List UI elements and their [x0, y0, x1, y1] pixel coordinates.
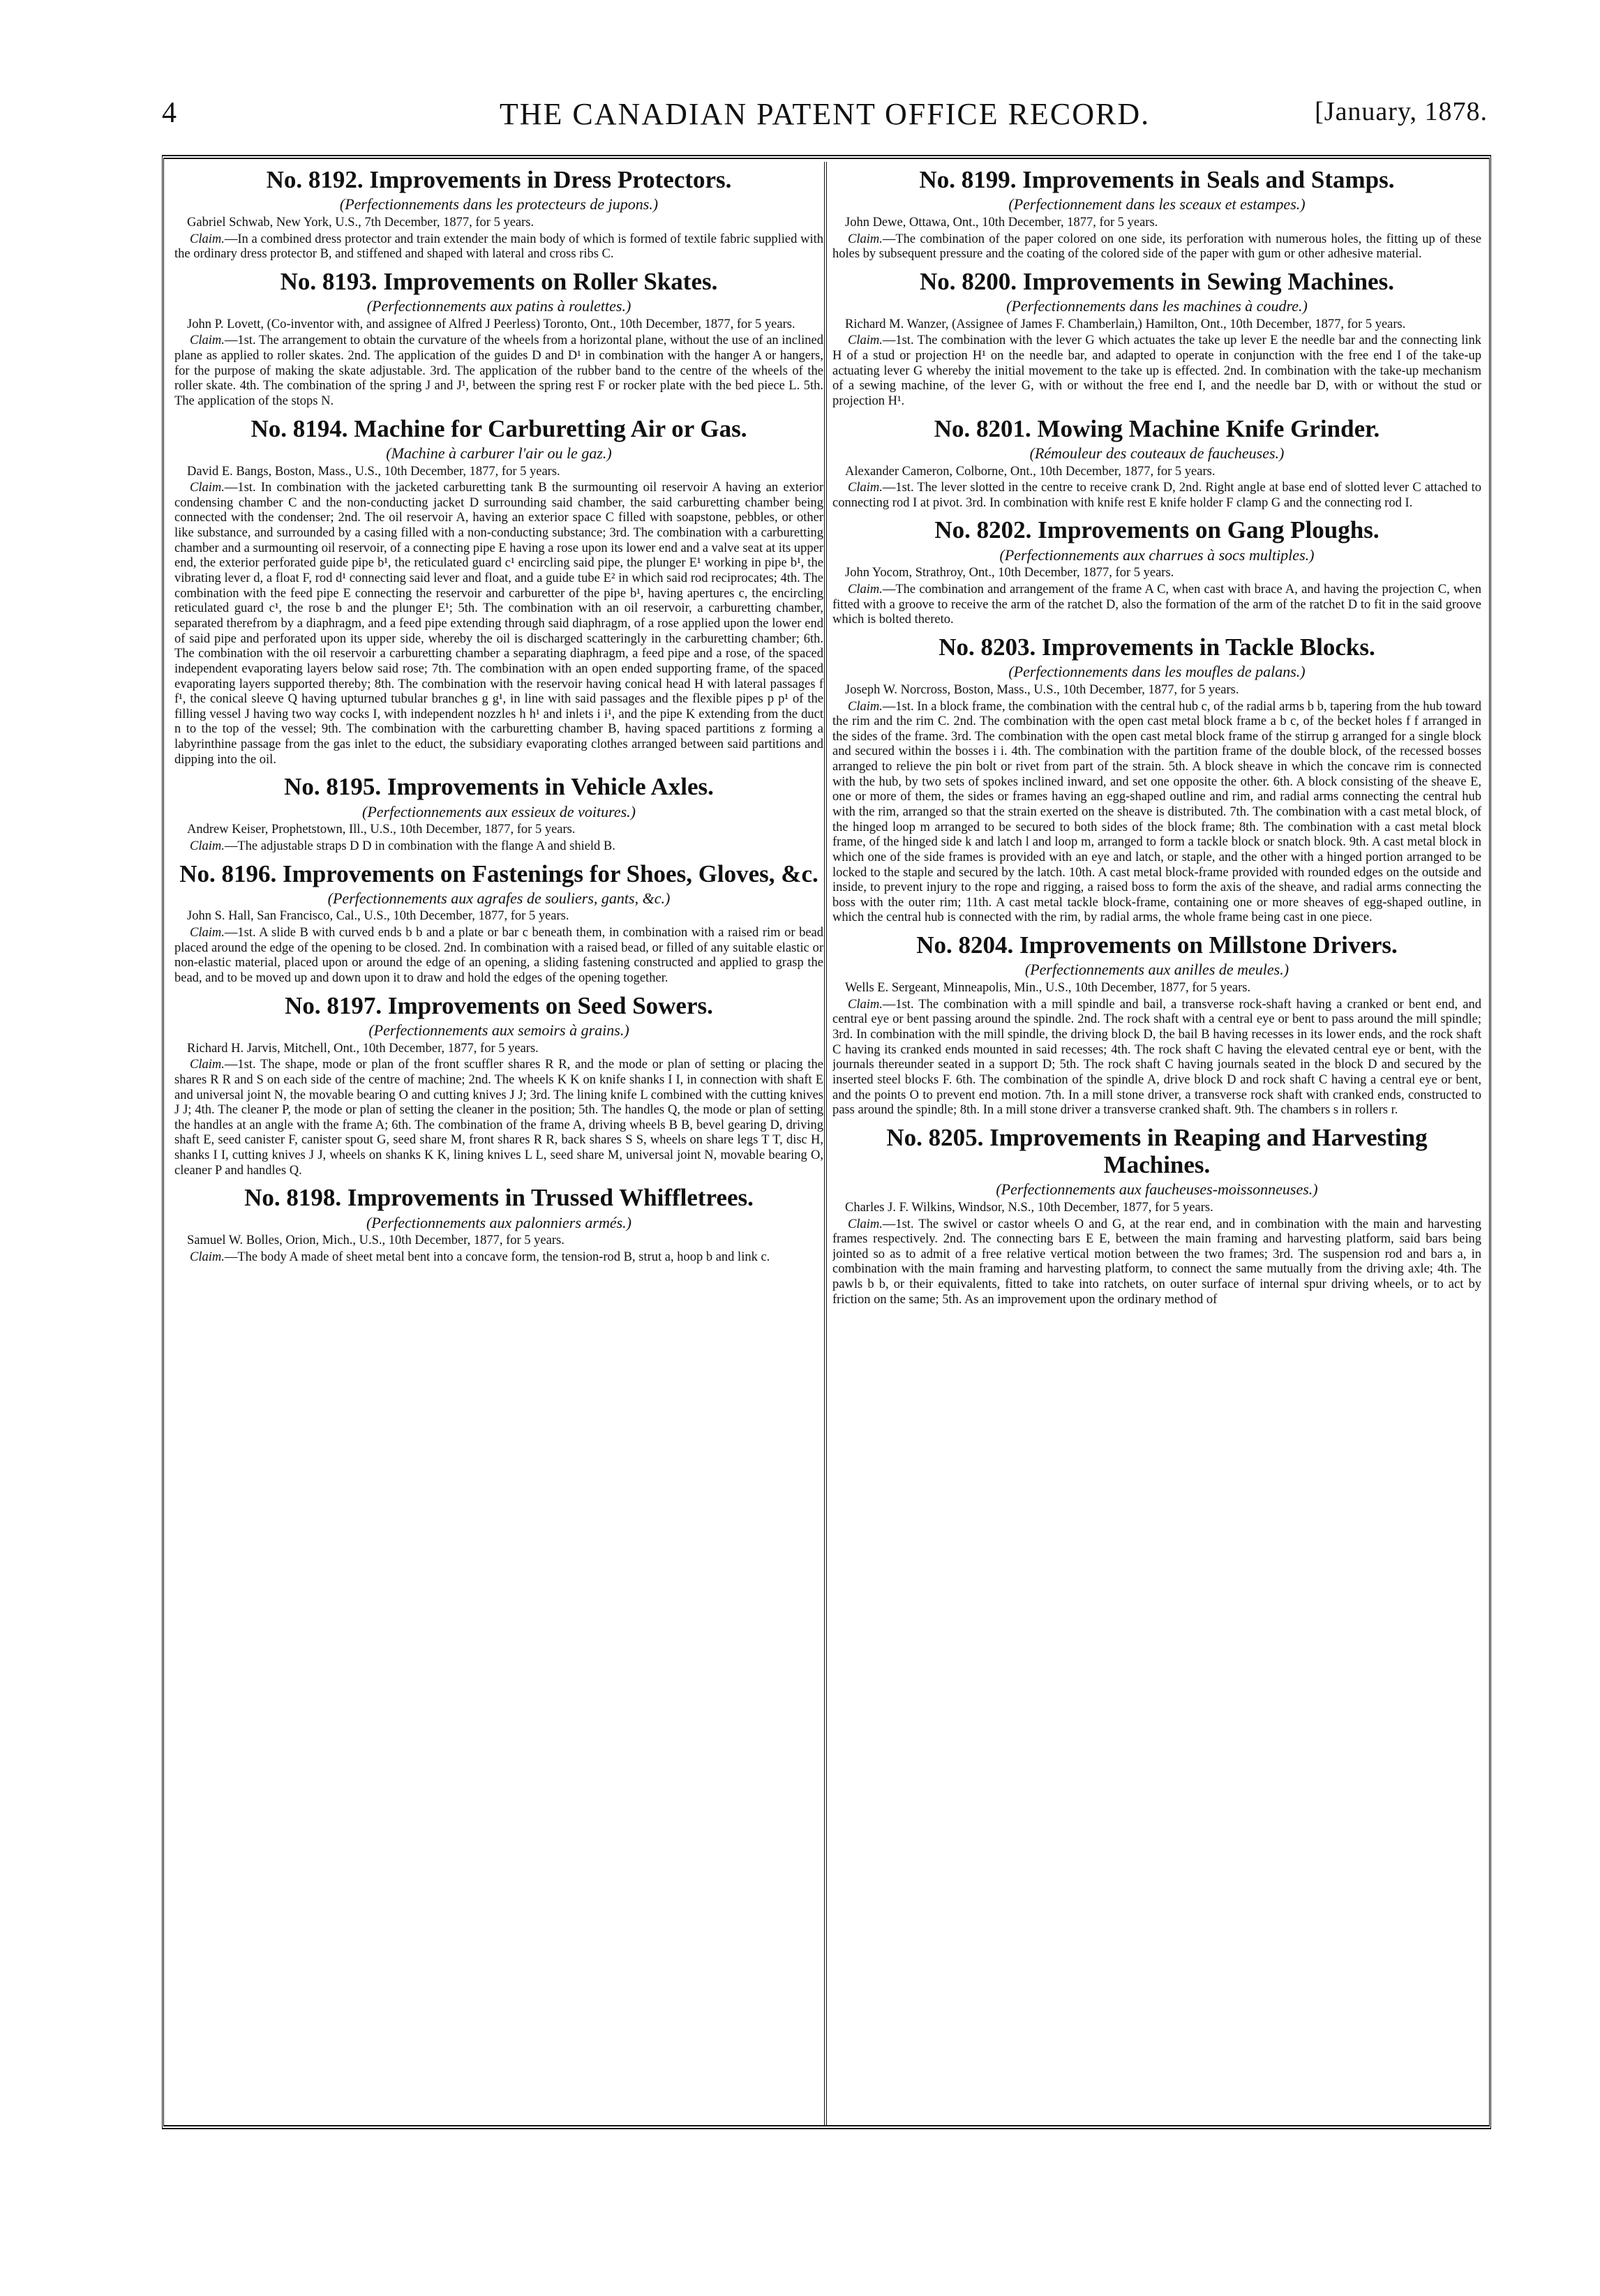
- french-title: (Perfectionnements aux semoirs à grains.): [368, 1021, 629, 1039]
- inventor-line: Richard H. Jarvis, Mitchell, Ont., 10th December, 1877, for 5 years.: [187, 1041, 539, 1056]
- claim-text: [174, 232, 823, 262]
- french-title: (Perfectionnements aux faucheuses-moissonneuses.): [996, 1180, 1318, 1199]
- claim-text: [832, 333, 1481, 409]
- claim-body: —1st. A slide B with curved ends b b and a plate or bar c beneath them, in combination with a raised rim or bead placed around the edge of the opening to be closed. 2nd. In combination with a raised bead, or filled of any suitable elastic or non-elastic material, placed upon or around the edge of an opening, a sliding fastening constructed and applied to grasp the bead, and to be moved up and down upon it to draw and hold the edges of the opening together.: [174, 926, 823, 986]
- claim-text: [832, 1217, 1481, 1308]
- patent-heading: No. 8192. Improvements in Dress Protectors.: [266, 166, 732, 193]
- french-title: (Perfectionnements aux palonniers armés.): [366, 1213, 632, 1231]
- french-title: (Perfectionnements aux patins à roulettes.): [366, 297, 631, 315]
- patent-entry: [174, 1184, 823, 1265]
- claim-label: Claim.: [190, 839, 225, 853]
- french-title: (Perfectionnements aux essieux de voitures.): [362, 802, 636, 820]
- french-title: (Perfectionnements aux anilles de meules.): [1024, 961, 1289, 979]
- right-column: [832, 162, 1481, 2122]
- running-head: [162, 96, 1488, 138]
- claim-body: —The adjustable straps D D in combination with the flange A and shield B.: [224, 839, 615, 853]
- inventor-line: John Dewe, Ottawa, Ont., 10th December, 1877, for 5 years.: [845, 215, 1158, 230]
- inventor-line: John S. Hall, San Francisco, Cal., U.S., 10th December, 1877, for 5 years.: [187, 909, 569, 924]
- inventor-line: Samuel W. Bolles, Orion, Mich., U.S., 10th December, 1877, for 5 years.: [187, 1233, 565, 1248]
- claim-text: [832, 700, 1481, 926]
- claim-text: [174, 1250, 823, 1266]
- claim-text: [832, 232, 1481, 262]
- claim-body: —1st. The combination with a mill spindle and bail, a transverse rock-shaft having a cranked or bent end, and central eye or bent passing around the spindle. 2nd. The rock shaft with a central eye or bent to pass around the mill spindle; 3rd. In combination with the mill spindle, the driving block D, the bail B having recesses in its lower ends, and the rock shaft C having its cranked ends mounted in said recesses; 4th. The rock shaft C having the elevated central eye or bent, with the journals thereunder seated in a support D; 5th. The rock shaft C having journals seated in the block D and secured by the inserted steel blocks F. 6th. The combination of the spindle A, drive block D and rock shaft C having a central eye or bent, and the points O to prevent end motion. 7th. In a mill stone driver, a transverse rock shaft with cranked ends, constructed to pass around the spindle; 8th. In a mill stone driver a transverse cranked shaft. 9th. The chambers s in rollers r.: [832, 997, 1481, 1118]
- claim-label: Claim.: [190, 333, 225, 348]
- french-title: (Perfectionnements aux agrafes de souliers, gants, &c.): [327, 889, 671, 907]
- claim-label: Claim.: [848, 699, 883, 714]
- patent-entry: [174, 166, 823, 262]
- french-title: (Perfectionnements dans les machines à coudre.): [1006, 297, 1308, 315]
- inventor-line: Charles J. F. Wilkins, Windsor, N.S., 10th December, 1877, for 5 years.: [845, 1200, 1213, 1215]
- claim-label: Claim.: [848, 232, 883, 246]
- claim-label: Claim.: [848, 997, 883, 1012]
- patent-heading: No. 8198. Improvements in Trussed Whiffletrees.: [244, 1184, 754, 1212]
- patent-heading: No. 8197. Improvements on Seed Sowers.: [285, 991, 713, 1019]
- claim-body: —1st. The combination with the lever G which actuates the take up lever E the needle bar and the connecting link H of a stud or projection H¹ on the needle bar, and adapted to operate in conjunction with the free end I of the take-up actuating lever G whereby the initial movement to the take up is effected. 2nd. In combination with the take-up mechanism of a sewing machine, of the lever G, with or without the free end I, and the needle bar D, with or without the stud or projection H¹.: [832, 333, 1481, 408]
- inventor-line: Wells E. Sergeant, Minneapolis, Min., U.S., 10th December, 1877, for 5 years.: [845, 981, 1251, 996]
- claim-body: —In a combined dress protector and train extender the main body of which is formed of textile fabric supplied with the ordinary dress protector B, and stiffened and shaped with lateral and cross ribs C.: [174, 232, 823, 262]
- french-title: (Machine à carburer l'air ou le gaz.): [386, 444, 612, 462]
- claim-text: [174, 333, 823, 409]
- claim-label: Claim.: [190, 1058, 225, 1072]
- patent-heading: No. 8196. Improvements on Fastenings for Shoes, Gloves, &c.: [179, 860, 818, 887]
- patent-entry: [832, 931, 1481, 1118]
- claim-body: —1st. The shape, mode or plan of the front scuffler shares R R, and the mode or plan of setting or placing the shares R R and S on each side of the centre of machine; 2nd. The wheels K K on knife shanks I I, in connection with shaft E and universal joint N, the movable bearing O and cutting knives J J; 3rd. The lining knife L combined with the cutting knives J J; 4th. The cleaner P, the mode or plan of setting the cleaner in the position; 5th. The handles Q, the mode or plan of setting the handles at an angle with the frame A; 6th. The combination of the frame A, driving wheels B B, bevel gearing D, driving shaft E, seed canister F, canister spout G, seed share M, front shares R R, back shares S S, wheels on share legs T T, disc H, shanks I I, cutting knives J J, wheels on shanks K K, lining knives L L, seed share M, universal joint N, movable bearing O, cleaner P and handles Q.: [174, 1058, 823, 1178]
- claim-label: Claim.: [190, 926, 225, 940]
- patent-heading: No. 8205. Improvements in Reaping and Harvesting Machines.: [886, 1123, 1428, 1178]
- french-title: (Rémouleur des couteaux de faucheuses.): [1029, 444, 1285, 462]
- inventor-line: John P. Lovett, (Co-inventor with, and assignee of Alfred J Peerless) Toronto, Ont., 10th December, 1877, for 5 years.: [187, 317, 795, 331]
- claim-label: Claim.: [848, 583, 883, 597]
- french-title: (Perfectionnements dans les moufles de palans.): [1008, 663, 1306, 681]
- claim-label: Claim.: [190, 232, 225, 246]
- french-title: (Perfectionnements aux charrues à socs multiples.): [999, 546, 1315, 564]
- claim-text: [174, 1058, 823, 1178]
- french-title: (Perfectionnements dans les protecteurs de jupons.): [339, 195, 659, 213]
- claim-text: [174, 481, 823, 767]
- claim-body: —The body A made of sheet metal bent into a concave form, the tension-rod B, strut a, hoop b and link c.: [224, 1250, 770, 1264]
- inventor-line: Richard M. Wanzer, (Assignee of James F. Chamberlain,) Hamilton, Ont., 10th December, 1877, for 5 years.: [845, 317, 1406, 331]
- french-title: (Perfectionnement dans les sceaux et estampes.): [1008, 195, 1306, 213]
- patent-heading: No. 8202. Improvements on Gang Ploughs.: [934, 516, 1380, 544]
- claim-text: [832, 998, 1481, 1118]
- patent-entry: [832, 633, 1481, 926]
- claim-label: Claim.: [848, 481, 883, 495]
- patent-heading: No. 8200. Improvements in Sewing Machines.: [920, 267, 1394, 295]
- patent-heading: No. 8195. Improvements in Vehicle Axles.: [284, 773, 714, 801]
- patent-entry: [832, 268, 1481, 410]
- column-divider: [824, 162, 827, 2126]
- patent-entry: [174, 992, 823, 1179]
- patent-entry: [174, 415, 823, 768]
- inventor-line: Andrew Keiser, Prophetstown, Ill., U.S., 10th December, 1877, for 5 years.: [187, 823, 576, 837]
- patent-entry: [174, 773, 823, 854]
- claim-body: —1st. The arrangement to obtain the curvature of the wheels from a horizontal plane, without the use of an inclined plane as applied to roller skates. 2nd. The application of the guides D and D¹ in combination with the hanger A or hangers, for the purpose of making the skate adjustable. 3rd. The application of the rubber band to the centre of the wheels of the roller skate. 4th. The combination of the spring J and J¹, between the spring rest F or rocker plate with the bed piece L. 5th. The application of the stops N.: [174, 333, 823, 408]
- claim-body: —1st. In a block frame, the combination with the central hub c, of the radial arms b b, tapering from the hub toward the rim and the rim C. 2nd. The combination with the open cast metal block frame a b c, of the becket holes f f arranged in the sides of the frame. 3rd. The combination with the open cast metal block frame of the stirrup g arranged for a single block and secured within the bosses i i. 4th. The combination with the partition frame of the double block, of the recessed bosses arranged to relieve the pin bolt or rivet from part of the strain. 5th. A block sheave in which the concave rim is connected with the hub, by two sets of spokes inclined inward, and set one opposite the other. 6th. A block consisting of the sheave E, one or more of them, the sides or frames having an egg-shaped outline and rim, and radial arms connecting the central hub with the rim, arranged so that the strain exerted on the sheave is distributed. 7th. The combination with a cast metal block, of the hinged loop m arranged to be secured to both sides of the block frame; 8th. The combination with a cast metal block frame, of the hinged side k and latch l and loop m, arranged to form a tackle block or snatch block. 9th. A cast metal block in which one of the side frames is provided with an eye and latch, or staple, and the other with a hinged portion arranged to be locked to the staple and secured by the latch. 10th. A cast metal block-frame provided with rounded edges on the outside and inside, to prevent injury to the rope and rigging, a raised boss to form the axis of the sheave, and radial arms connecting the boss with the outer rim; 11th. A cast metal tackle block-frame, containing one or more sheaves of egg-shaped outline, in which the central hub is connected with the rim, by radial arms, the whole frame being cast in one piece.: [832, 699, 1481, 925]
- left-column: [174, 162, 823, 2122]
- claim-body: —1st. The lever slotted in the centre to receive crank D, 2nd. Right angle at base end of slotted lever C attached to connecting rod I at pivot. 3rd. In combination with knife rest E knife holder F clamp G and the connecting rod I.: [832, 481, 1481, 510]
- inventor-line: John Yocom, Strathroy, Ont., 10th December, 1877, for 5 years.: [845, 566, 1174, 580]
- inventor-line: Joseph W. Norcross, Boston, Mass., U.S., 10th December, 1877, for 5 years.: [845, 682, 1239, 697]
- patent-entry: [832, 415, 1481, 511]
- patent-entry: [832, 166, 1481, 262]
- claim-body: —1st. In combination with the jacketed carburetting tank B the surmounting oil reservoir A having an exterior condensing chamber C and the non-conducting jacket D surrounding said chamber, the said carburetting chamber being connected with the condenser; 2nd. The oil reservoir A, having an exterior space C filled with soapstone, pebbles, or other like substance, and surrounded by a casing filled with a non-conducting substance; 3rd. The combination with a carburetting chamber and a surmounting oil reservoir, of a connecting pipe E having a rose upon its lower end and a valve seat at its upper end, the exterior perforated guide pipe b¹, the reticulated guard c¹ encircling said pipe, the plunger E¹ working in pipe b¹, the vibrating lever d, a float F, rod d¹ connecting said lever and float, and a guide tube E² in which said rod reciprocates; 4th. The combination with the feed pipe E connecting the reservoir and carburetter of the pipe b¹, having apertures c, the encircling reticulated guard c¹, the rose b and the plunger E¹; 5th. The combination with an oil reservoir, a carburetting chamber, separated therefrom by a diaphragm, and a feed pipe extending through said diaphragm, of a rose applied upon the lower end of said pipe and perforated upon its upper side, whereby the oil is discharged scatteringly in the carburetting chamber; 6th. The combination with the oil reservoir a carburetting chamber a separating diaphragm, a feed pipe and a rose, of the spaced independent evaporating layers below said rose; 7th. The combination with an open ended supporting frame, of the spaced evaporating layers supported thereby; 8th. The combination with the reservoir having conical head H with lateral passages f f¹, the conical sleeve Q having upturned tubular branches g g¹, in line with said passages and the flexible pipes p p¹ of the filling vessel J having two way cocks I, with independent nozzles h h¹ and inlets i i¹, and the pipe K extending from the duct n to the top of the vessel; 9th. The combination with the carburetting chamber B, having spaced partitions z forming a labyrinthine passage from the gas inlet to the educt, the subsidiary evaporating clothes arranged between said partitions and dipping into the oil.: [174, 481, 823, 767]
- inventor-line: Alexander Cameron, Colborne, Ont., 10th December, 1877, for 5 years.: [845, 464, 1216, 479]
- claim-text: [174, 839, 823, 855]
- patent-heading: No. 8204. Improvements on Millstone Drivers.: [916, 931, 1398, 959]
- claim-label: Claim.: [848, 333, 883, 348]
- patent-entry: [174, 268, 823, 410]
- page-number: 4: [162, 97, 177, 129]
- patent-heading: No. 8194. Machine for Carburetting Air or Gas.: [251, 414, 747, 442]
- patent-heading: No. 8199. Improvements in Seals and Stamps.: [919, 166, 1395, 193]
- patent-entry: [174, 860, 823, 986]
- claim-text: [174, 926, 823, 986]
- claim-label: Claim.: [190, 481, 225, 495]
- claim-body: —1st. The swivel or castor wheels O and G, at the rear end, and in combination with the main and harvesting frames respectively. 2nd. The connecting bars E E, between the main framing and harvesting platform, said bars being jointed so as to admit of a free relative vertical motion between the two frames; 3rd. The suspension rod and bars a, in combination with the main framing and harvesting platform, to connect the same mutually from the driving axle; 4th. The pawls b b, or their equivalents, fitted to take into ratchets, on outer surface of internal spur driving wheels, or to act by friction on the same; 5th. As an improvement upon the ordinary method of: [832, 1217, 1481, 1307]
- claim-label: Claim.: [190, 1250, 225, 1264]
- patent-heading: No. 8193. Improvements on Roller Skates.: [280, 267, 718, 295]
- patent-heading: No. 8203. Improvements in Tackle Blocks.: [939, 633, 1375, 661]
- patent-entry: [832, 1124, 1481, 1308]
- inventor-line: David E. Bangs, Boston, Mass., U.S., 10th December, 1877, for 5 years.: [187, 464, 560, 479]
- claim-body: —The combination and arrangement of the frame A C, when cast with brace A, and having the projection C, when fitted with a groove to receive the arm of the ratchet D, also the formation of the arm of the ratchet D to fit in the said groove which is bolted thereto.: [832, 583, 1481, 627]
- issue-date: [January, 1878.: [1315, 97, 1488, 126]
- patent-entry: [832, 516, 1481, 627]
- inventor-line: Gabriel Schwab, New York, U.S., 7th December, 1877, for 5 years.: [187, 215, 534, 230]
- claim-label: Claim.: [848, 1217, 883, 1231]
- claim-text: [832, 481, 1481, 511]
- journal-title: THE CANADIAN PATENT OFFICE RECORD.: [499, 97, 1151, 131]
- patent-heading: No. 8201. Mowing Machine Knife Grinder.: [934, 414, 1380, 442]
- claim-body: —The combination of the paper colored on one side, its perforation with numerous holes, the fitting up of these holes by subsequent pressure and the coating of the colored side of the paper with gum or other adhesive material.: [832, 232, 1481, 262]
- claim-text: [832, 583, 1481, 628]
